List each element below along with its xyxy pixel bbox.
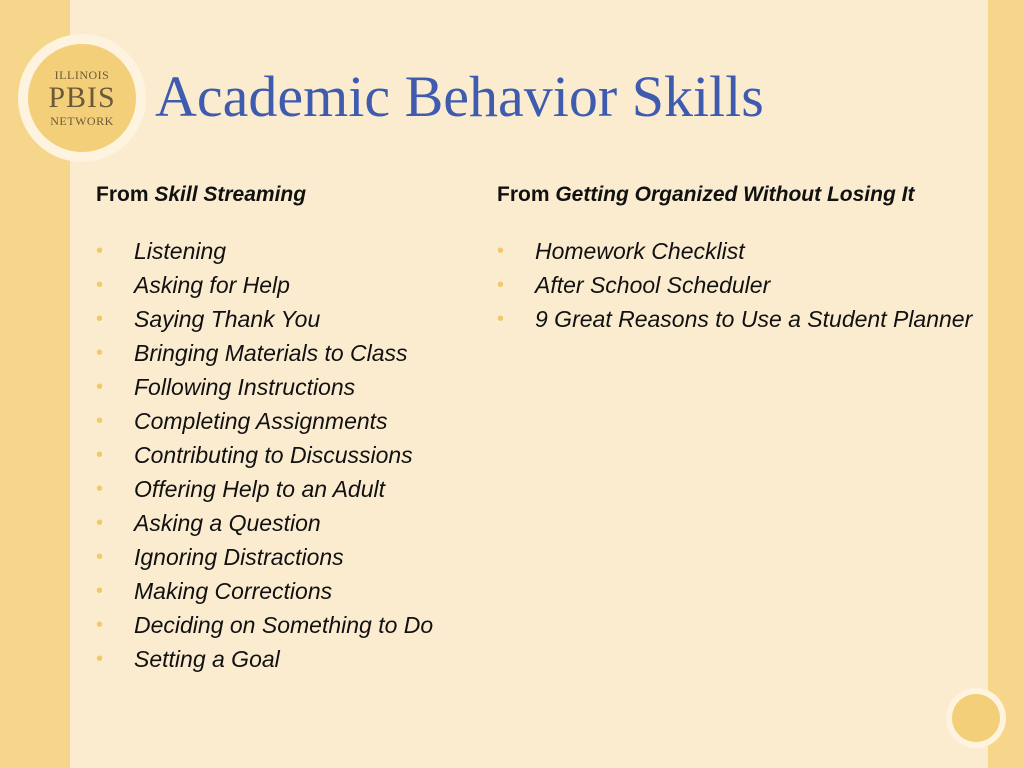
logo-line-bottom: NETWORK	[50, 114, 114, 128]
list-item-label: Asking for Help	[134, 272, 290, 298]
logo-line-middle: PBIS	[48, 81, 116, 114]
list-item	[96, 510, 486, 537]
left-heading-prefix: From	[96, 183, 155, 206]
list-item-label: Following Instructions	[134, 374, 356, 400]
list-item-label: Listening	[134, 238, 227, 264]
list-item	[96, 646, 486, 673]
left-column	[96, 180, 486, 680]
list-item	[96, 442, 486, 469]
list-item	[96, 544, 486, 571]
right-heading-prefix: From	[497, 183, 556, 206]
list-item-label: Bringing Materials to Class	[134, 340, 408, 366]
list-item	[96, 238, 486, 265]
list-item	[96, 476, 486, 503]
list-item-label: Homework Checklist	[535, 238, 745, 264]
bullet-icon: •	[96, 444, 104, 466]
list-item-label: Completing Assignments	[134, 408, 388, 434]
list-item-label: Making Corrections	[134, 578, 333, 604]
list-item	[497, 238, 977, 265]
list-item	[497, 306, 977, 333]
pbis-logo	[28, 44, 136, 152]
right-column	[497, 180, 977, 340]
list-item	[96, 306, 486, 333]
list-item-label: After School Scheduler	[535, 272, 771, 298]
list-item-label: Ignoring Distractions	[134, 544, 344, 570]
slide-title: Academic Behavior Skills	[155, 64, 764, 129]
left-column-heading	[96, 180, 486, 210]
bullet-icon: •	[96, 580, 104, 602]
bullet-icon: •	[96, 274, 104, 296]
list-item-label: Setting a Goal	[134, 646, 280, 672]
right-heading-source: Getting Organized Without Losing It	[555, 183, 915, 206]
list-item-label: Offering Help to an Adult	[134, 476, 386, 502]
list-item	[96, 408, 486, 435]
bullet-icon: •	[96, 648, 104, 670]
bullet-icon: •	[96, 308, 104, 330]
left-heading-source: Skill Streaming	[154, 183, 307, 206]
left-skill-list	[96, 238, 486, 673]
right-column-heading	[497, 180, 977, 210]
bullet-icon: •	[96, 478, 104, 500]
list-item	[96, 340, 486, 367]
list-item	[96, 374, 486, 401]
bullet-icon: •	[96, 376, 104, 398]
list-item-label: Saying Thank You	[134, 306, 321, 332]
bullet-icon: •	[497, 240, 505, 262]
list-item	[497, 272, 977, 299]
bullet-icon: •	[96, 410, 104, 432]
list-item-label: Contributing to Discussions	[134, 442, 413, 468]
bullet-icon: •	[497, 308, 505, 330]
list-item-label: 9 Great Reasons to Use a Student Planner	[535, 306, 973, 332]
list-item-label: Deciding on Something to Do	[134, 612, 434, 638]
bullet-icon: •	[96, 512, 104, 534]
bullet-icon: •	[497, 274, 505, 296]
bullet-icon: •	[96, 342, 104, 364]
corner-decoration-disc	[952, 694, 1000, 742]
list-item	[96, 578, 486, 605]
logo-line-top: ILLINOIS	[54, 68, 110, 82]
list-item	[96, 612, 486, 639]
bullet-icon: •	[96, 546, 104, 568]
right-resource-list	[497, 238, 977, 333]
list-item-label: Asking a Question	[134, 510, 321, 536]
bullet-icon: •	[96, 240, 104, 262]
bullet-icon: •	[96, 614, 104, 636]
list-item	[96, 272, 486, 299]
